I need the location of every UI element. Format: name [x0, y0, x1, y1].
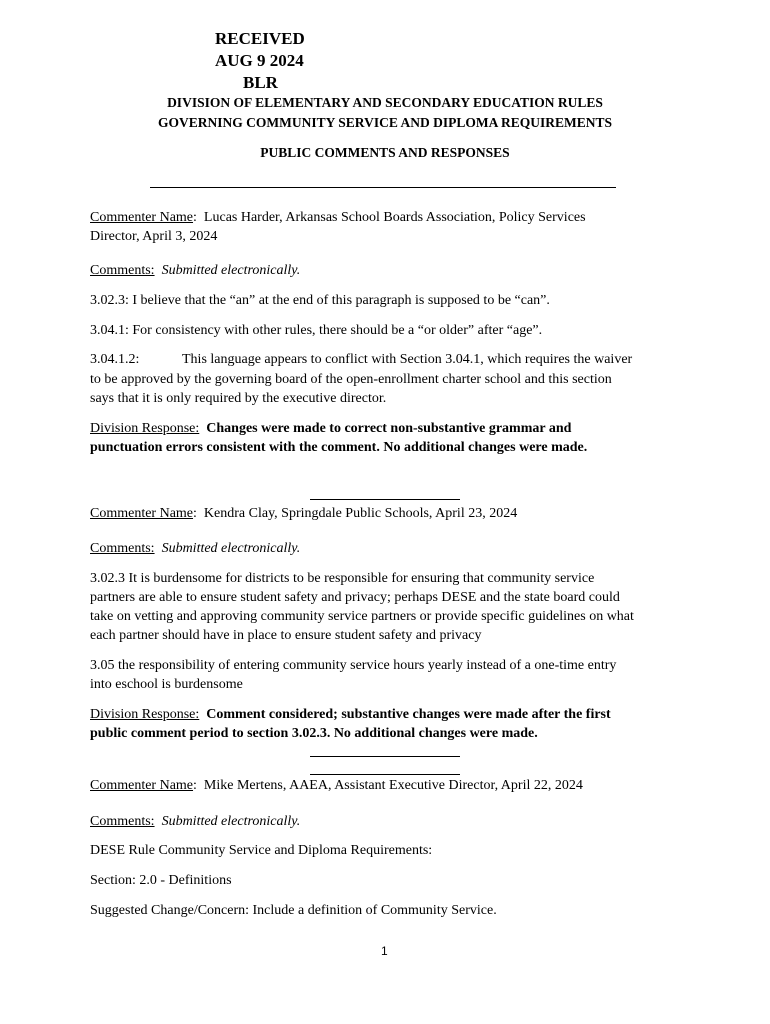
commenter-name-label: Commenter Name	[90, 778, 194, 793]
commenter-1-line: Commenter Name: Lucas Harder, Arkansas School Boards Association, Policy Services	[90, 210, 586, 225]
header-divider	[150, 187, 616, 188]
comment-2-para-1-line4: each partner should have in place to ensure student safety and privacy	[90, 628, 482, 643]
comment-3-para-1: DESE Rule Community Service and Diploma Requirements:	[90, 843, 433, 858]
document-title-line1: DIVISION OF ELEMENTARY AND SECONDARY EDUCATION RULES	[167, 95, 603, 110]
section-divider-2	[310, 756, 460, 757]
commenter-1-name: Lucas Harder, Arkansas School Boards Association, Policy Services	[203, 210, 586, 225]
commenter-name-label: Commenter Name	[90, 210, 194, 225]
comments-1-line	[90, 261, 300, 281]
comment-2-para-1-line1: 3.02.3 It is burdensome for districts to be responsible for ensuring that community service	[90, 571, 595, 586]
received-stamp-date: AUG 9 2024	[215, 51, 304, 70]
comments-label: Comments:	[90, 814, 155, 829]
section-divider-1	[310, 499, 460, 500]
comment-3-para-2: Section: 2.0 - Definitions	[90, 873, 232, 888]
division-response-label: Division Response:	[90, 421, 200, 436]
response-2-line1	[90, 705, 611, 725]
comment-1-para-1: 3.02.3: I believe that the “an” at the end of this paragraph is supposed to be “can”.	[90, 293, 550, 308]
response-2-line2: public comment period to section 3.02.3. No additional changes were made.	[90, 726, 538, 741]
commenter-3-line: Commenter Name: Mike Mertens, AAEA, Assistant Executive Director, April 22, 2024	[90, 778, 583, 793]
comment-1-para-3-line2: to be approved by the governing board of the open-enrollment charter school and this section	[90, 372, 612, 387]
received-stamp-blr: BLR	[243, 73, 278, 92]
comment-1-para-3-line1	[90, 350, 632, 370]
comment-2-para-2-line1: 3.05 the responsibility of entering community service hours yearly instead of a one-time entry	[90, 658, 617, 673]
response-2-text: Comment considered; substantive changes were made after the first	[206, 707, 611, 722]
document-subtitle: PUBLIC COMMENTS AND RESPONSES	[260, 145, 510, 160]
submitted-note: Submitted electronically.	[161, 541, 301, 556]
commenter-name-label: Commenter Name	[90, 506, 194, 521]
comment-2-para-1-line3: take on vetting and approving community service partners or provide specific guidelines on what	[90, 609, 634, 624]
comments-3-line	[90, 812, 300, 832]
commenter-3-name: Mike Mertens, AAEA, Assistant Executive Director, April 22, 2024	[203, 778, 583, 793]
received-stamp-line1: RECEIVED	[215, 29, 305, 48]
comment-1-para-3-number: 3.04.1.2:	[90, 352, 140, 367]
comment-1-para-3-line3: says that it is only required by the executive director.	[90, 391, 387, 406]
comments-label: Comments:	[90, 263, 155, 278]
commenter-1-name-cont: Director, April 3, 2024	[90, 229, 218, 244]
commenter-2-line: Commenter Name: Kendra Clay, Springdale Public Schools, April 23, 2024	[90, 506, 518, 521]
comment-1-para-3-text: This language appears to conflict with Section 3.04.1, which requires the waiver	[182, 352, 633, 367]
response-1-line2: punctuation errors consistent with the comment. No additional changes were made.	[90, 440, 588, 455]
comments-2-line	[90, 539, 300, 559]
response-1-line1	[90, 419, 571, 439]
comments-label: Comments:	[90, 541, 155, 556]
document-title-line2: GOVERNING COMMUNITY SERVICE AND DIPLOMA REQUIREMENTS	[158, 115, 612, 130]
response-1-text: Changes were made to correct non-substantive grammar and	[206, 421, 572, 436]
submitted-note: Submitted electronically.	[161, 814, 301, 829]
submitted-note: Submitted electronically.	[161, 263, 301, 278]
comment-1-para-2: 3.04.1: For consistency with other rules, there should be a “or older” after “age”.	[90, 323, 543, 338]
division-response-label: Division Response:	[90, 707, 200, 722]
comment-2-para-1-line2: partners are able to ensure student safety and privacy; perhaps DESE and the state board could	[90, 590, 620, 605]
comment-2-para-2-line2: into eschool is burdensome	[90, 677, 243, 692]
comment-3-para-3: Suggested Change/Concern: Include a definition of Community Service.	[90, 903, 497, 918]
section-divider-3	[310, 774, 460, 775]
commenter-2-name: Kendra Clay, Springdale Public Schools, April 23, 2024	[203, 506, 518, 521]
page-number: 1	[381, 944, 388, 958]
